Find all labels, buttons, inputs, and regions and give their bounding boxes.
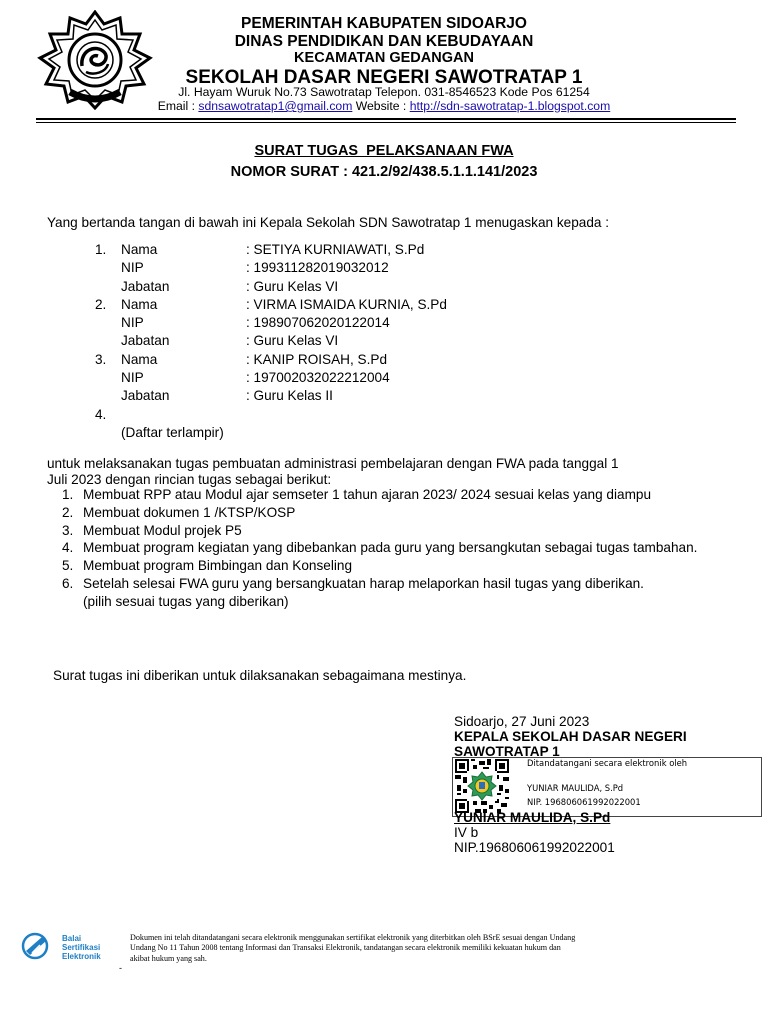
jabatan-value: : Guru Kelas II (246, 388, 333, 404)
nip-label: NIP (121, 370, 144, 386)
nama-label: Nama (121, 242, 158, 257)
jabatan-value: : Guru Kelas VI (246, 278, 339, 294)
assignee-number: 3. (95, 351, 107, 367)
jabatan-label: Jabatan (121, 278, 170, 294)
closing-sentence: Surat tugas ini diberikan untuk dilaksanakan sebagaimana mestinya. (53, 668, 467, 683)
signer-nip: NIP.196806061992022001 (454, 840, 615, 855)
jabatan-value: : Guru Kelas VI (246, 333, 339, 349)
assignee-entry (95, 352, 595, 407)
jabatan-label: Jabatan (121, 333, 170, 349)
nip-value: : 199311282019032012 (246, 260, 389, 276)
nip-label: NIP (121, 315, 144, 331)
footer-dash: - (119, 963, 122, 973)
signer-name: YUNIAR MAULIDA, S.Pd (454, 810, 611, 825)
ministry-emblem-icon (467, 771, 497, 801)
website-label: Website : (352, 99, 410, 113)
letterhead-rule-thin (36, 122, 736, 123)
assignee-number-empty: 4. (95, 406, 107, 422)
nip-value: : 197002032022212004 (246, 370, 390, 386)
nama-label: Nama (121, 296, 158, 312)
letter-number: NOMOR SURAT : 421.2/92/438.5.1.1.141/2023 (230, 164, 538, 180)
bsre-logo-icon (20, 931, 54, 961)
signer-rank: IV b (454, 825, 479, 840)
place-date: Sidoarjo, 27 Juni 2023 (454, 714, 590, 729)
jabatan-label: Jabatan (121, 388, 170, 404)
signer-role-line-2: SAWOTRATAP 1 (454, 744, 560, 759)
nama-value: : KANIP ROISAH, S.Pd (246, 351, 388, 367)
document-title: SURAT TUGAS PELAKSANAAN FWA (254, 143, 514, 159)
website-link[interactable]: http://sdn-sawotratap-1.blogspot.com (409, 99, 611, 113)
letterhead-contact (0, 99, 768, 113)
nama-value: : VIRMA ISMAIDA KURNIA, S.Pd (246, 296, 447, 312)
bsre-logo-text: Balai Sertifikasi Elektronik (62, 934, 101, 961)
task-item: 1. Membuat RPP atau Modul ajar semseter 1 tahun ajaran 2023/ 2024 sesuai kelas yang diampu (62, 487, 652, 502)
letterhead-district: KECAMATAN GEDANGAN (294, 50, 474, 66)
intro-paragraph: Yang bertanda tangan di bawah ini Kepala Sekolah SDN Sawotratap 1 menugaskan kepada : (47, 215, 610, 230)
letterhead-department: DINAS PENDIDIKAN DAN KEBUDAYAAN (234, 33, 534, 50)
email-label: Email : (157, 99, 199, 113)
assignee-number: 1. (95, 242, 107, 257)
nama-label: Nama (121, 351, 158, 367)
esign-caption: Ditandatangani secara elektronik oleh (527, 758, 688, 768)
esign-name: YUNIAR MAULIDA, S.Pd (527, 783, 624, 793)
esign-nip: NIP. 196806061992022001 (527, 797, 641, 807)
letterhead-government: PEMERINTAH KABUPATEN SIDOARJO (241, 15, 527, 32)
attached-list-note: (Daftar terlampir) (121, 424, 224, 440)
letterhead-rule-thick (36, 118, 736, 120)
task-item: 6. Setelah selesai FWA guru yang bersangkuatan harap melaporkan hasil tugas yang diberikan. (62, 575, 644, 591)
nama-value: : SETIYA KURNIAWATI, S.Pd (246, 242, 425, 257)
task-item: 5. Membuat program Bimbingan dan Konseling (62, 558, 353, 574)
task-item: 4. Membuat program kegiatan yang dibebankan pada guru yang bersangkutan sebagai tugas tambahan. (62, 540, 698, 556)
letterhead-address: Jl. Hayam Wuruk No.73 Sawotratap Telepon. 031-8546523 Kode Pos 61254 (178, 85, 590, 99)
signer-role-line-1: KEPALA SEKOLAH DASAR NEGERI (454, 729, 687, 744)
assignee-list (95, 242, 595, 443)
nip-value: : 198907062020122014 (246, 315, 390, 331)
letterhead-school-name: SEKOLAH DASAR NEGERI SAWOTRATAP 1 (185, 67, 583, 88)
assignee-number: 2. (95, 296, 107, 312)
task-list (62, 487, 722, 612)
assignee-entry (95, 242, 595, 297)
task-item: 2. Membuat dokumen 1 /KTSP/KOSP (62, 504, 296, 520)
assignee-entry (95, 297, 595, 352)
email-link[interactable]: sdnsawotratap1@gmail.com (198, 99, 353, 113)
task-item: 3. Membuat Modul projek P5 (62, 522, 242, 538)
purpose-line-2: Juli 2023 dengan rincian tugas sebagai berikut: (47, 472, 332, 487)
purpose-line-1: untuk melaksanakan tugas pembuatan administrasi pembelajaran dengan FWA pada tanggal 1 (47, 456, 619, 471)
bsre-disclaimer: Dokumen ini telah ditandatangani secara elektronik menggunakan sertifikat elektronik yang diterbitkan oleh BSrE sesuai dengan Undang Undang No 11 Tahun 2008 tentang Informasi dan Transaksi Elektronik, tandatangan secara elektronik memiliki kekuatan hukum dan akibat hukum yang sah. (130, 933, 576, 963)
task-note: (pilih sesuai tugas yang diberikan) (83, 593, 289, 609)
nip-label: NIP (121, 260, 144, 276)
